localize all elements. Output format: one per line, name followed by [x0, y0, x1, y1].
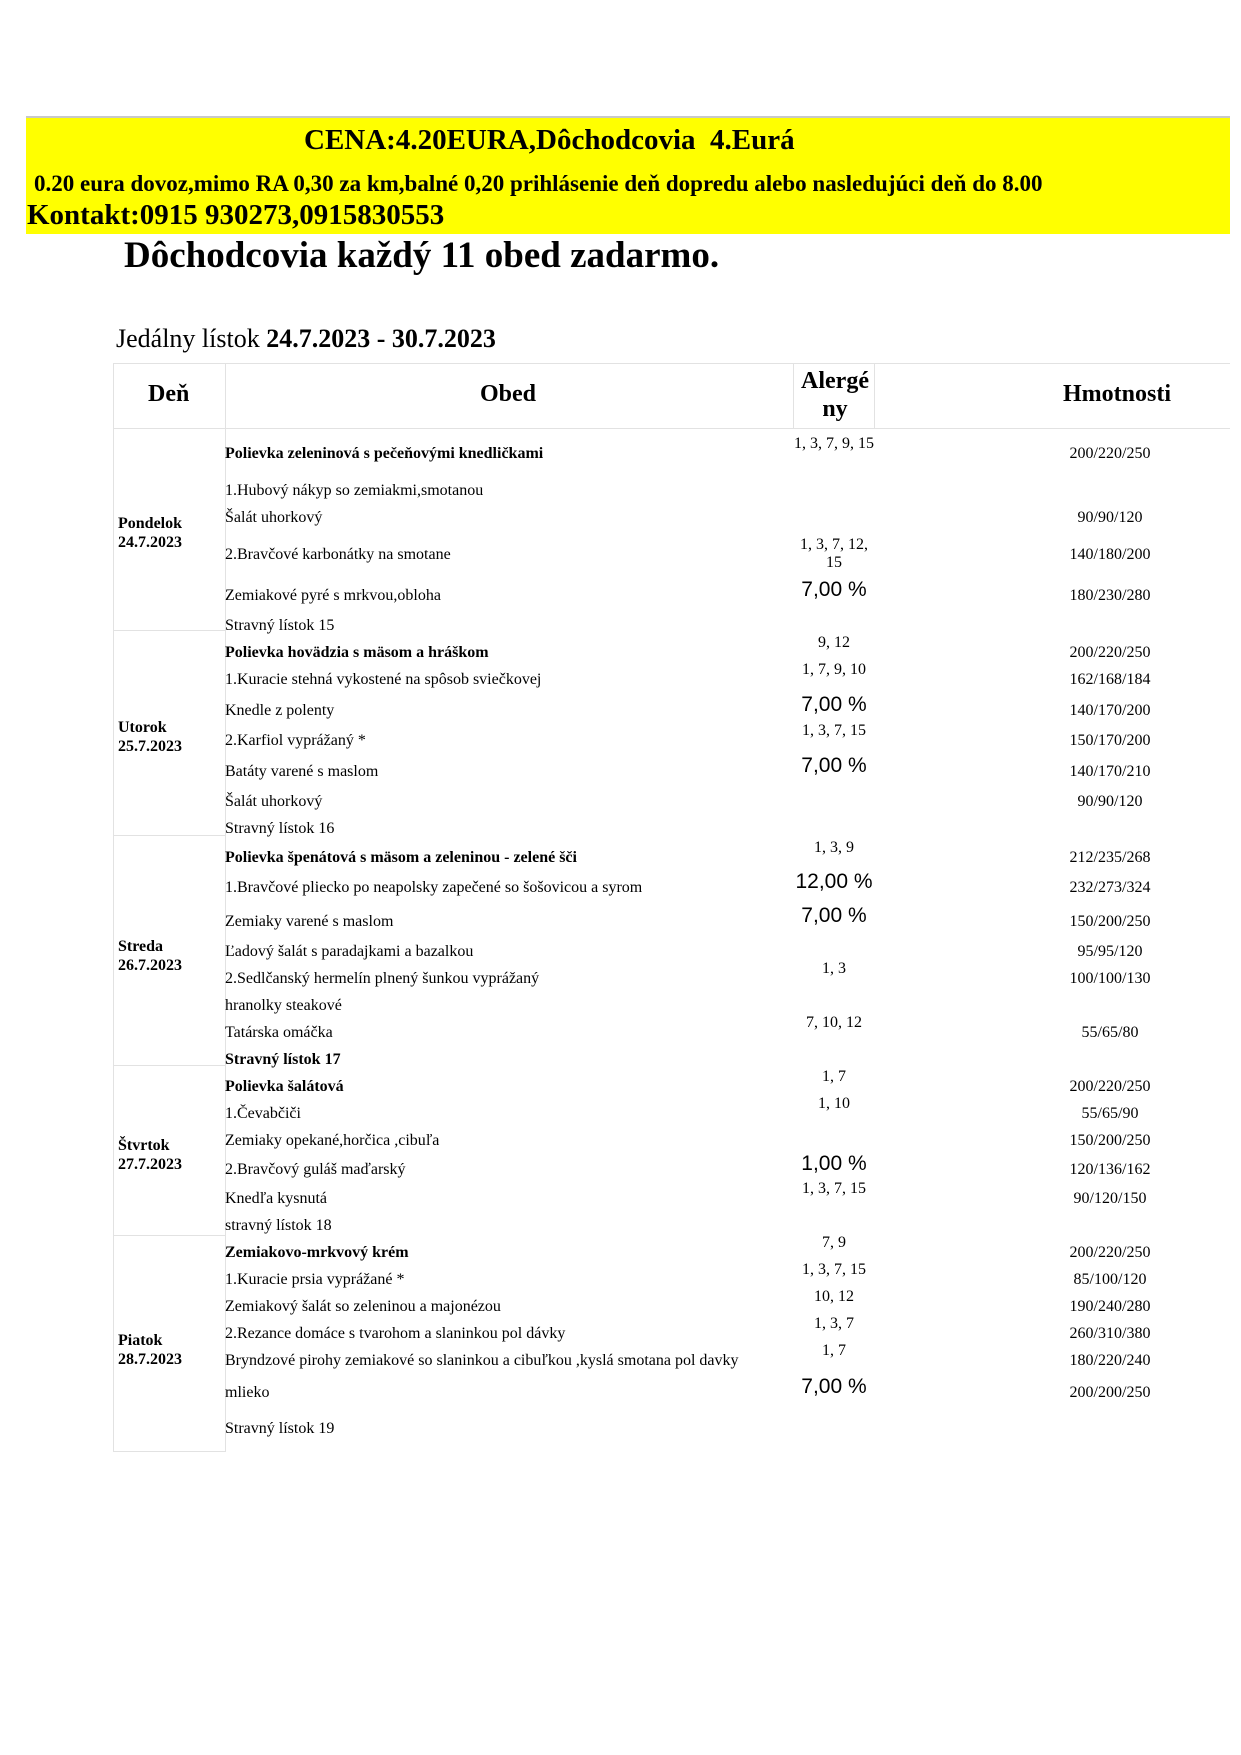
allergens-value: 7, 10, 12: [806, 1014, 862, 1031]
weight-value: 200/220/250: [1069, 1078, 1151, 1095]
allergens-value: 7, 9: [822, 1234, 846, 1251]
allergens-value: 1, 3, 7: [814, 1315, 854, 1332]
dish-name: 2.Sedlčanský hermelín plnený šunkou vyprážaný: [225, 970, 540, 987]
menu-row: [225, 1068, 1225, 1104]
allergens-value: 1, 3, 7, 15: [802, 1261, 866, 1278]
allergens-value: 1, 7: [822, 1342, 846, 1359]
menu-title: [116, 324, 496, 354]
dish-name: 2.Bravčový guláš maďarský: [225, 1161, 406, 1178]
dish-name: Knedľa kysnutá: [225, 1190, 328, 1207]
weight-value: 140/170/210: [1069, 763, 1151, 780]
weight-value: 150/200/250: [1069, 1132, 1151, 1149]
weight-value: 180/220/240: [1069, 1352, 1151, 1369]
dish-name: hranolky steakové: [225, 997, 342, 1014]
dish-name: Polievka zeleninová s pečeňovými knedličkami: [225, 445, 544, 462]
dish-name: 2.Rezance domáce s tvarohom a slaninkou pol dávky: [225, 1325, 566, 1342]
weight-value: 200/220/250: [1069, 445, 1151, 462]
menu-row: [225, 960, 1225, 996]
dish-name: 1.Kuracie prsia vyprážané *: [225, 1271, 405, 1288]
weight-value: 90/120/150: [1073, 1190, 1147, 1207]
delivery-banner: [26, 169, 1230, 234]
dish-name: 2.Karfiol vyprážaný *: [225, 732, 366, 749]
dish-name: Zemiaky opekané,horčica ,cibuľa: [225, 1132, 440, 1149]
menu-row: [225, 1375, 1225, 1410]
menu-row: [225, 1180, 1225, 1216]
menu-row: [225, 1014, 1225, 1050]
day-date: 26.7.2023: [118, 957, 182, 974]
weight-value: 200/220/250: [1069, 644, 1151, 661]
menu-row: [225, 1234, 1225, 1270]
menu-row: [225, 693, 1225, 728]
weight-value: 90/90/120: [1077, 509, 1143, 526]
menu-row: [225, 904, 1225, 939]
menu-date-range: 24.7.2023 - 30.7.2023: [266, 324, 496, 353]
dish-name: Stravný lístok 19: [225, 1420, 335, 1437]
dish-name: Zemiakovo-mrkvový krém: [225, 1244, 409, 1261]
weight-value: 55/65/80: [1081, 1024, 1139, 1041]
delivery-text: 0.20 eura dovoz,mimo RA 0,30 za km,balné 0,20 prihlásenie deň dopredu alebo nasledujúci deň do 8.00: [34, 171, 1043, 196]
weight-value: 180/230/280: [1069, 587, 1151, 604]
weight-value: 100/100/130: [1069, 970, 1151, 987]
day-date: 25.7.2023: [118, 738, 182, 755]
dish-name: Polievka hovädzia s mäsom a hráškom: [225, 644, 489, 661]
dish-name: Zemiakové pyré s mrkvou,obloha: [225, 587, 441, 604]
weight-value: 232/273/324: [1069, 879, 1151, 896]
menu-row: [225, 997, 1225, 1023]
dish-name: Stravný lístok 17: [225, 1051, 341, 1068]
allergens-value: 7,00 %: [801, 754, 867, 777]
weight-value: 162/168/184: [1069, 671, 1151, 688]
weight-value: 140/180/200: [1069, 546, 1151, 563]
weight-value: 120/136/162: [1069, 1161, 1151, 1178]
day-date: 28.7.2023: [118, 1351, 182, 1368]
dish-name: Knedle z polenty: [225, 702, 335, 719]
day-cell-streda: [113, 836, 226, 1066]
menu-row: [225, 634, 1225, 670]
allergens-value: 7,00 %: [801, 904, 867, 927]
menu-row: [225, 1051, 1225, 1077]
menu-row: [225, 820, 1225, 846]
allergens-value: 1, 3, 7, 15: [802, 722, 866, 739]
allergens-value: 7,00 %: [801, 693, 867, 716]
weight-value: 190/240/280: [1069, 1298, 1151, 1315]
menu-row: [225, 793, 1225, 819]
allergens-value: 1, 3, 7, 9, 15: [794, 435, 874, 452]
dish-name: Šalát uhorkový: [225, 793, 323, 810]
weight-value: 85/100/120: [1073, 1271, 1147, 1288]
dish-name: 1.Bravčové pliecko po neapolsky zapečené so šošovicou a syrom: [225, 879, 643, 896]
menu-row: [225, 943, 1225, 969]
menu-row: [225, 1261, 1225, 1297]
menu-row: [225, 1288, 1225, 1324]
day-date: 27.7.2023: [118, 1156, 182, 1173]
menu-row: [225, 1217, 1225, 1243]
dish-name: Tatárska omáčka: [225, 1024, 333, 1041]
day-name: Piatok: [118, 1332, 163, 1349]
allergens-value: 1, 3: [822, 960, 846, 977]
allergens-value: 1, 3, 7, 12, 15: [800, 536, 868, 571]
dish-name: Polievka špenátová s mäsom a zeleninou - zelené šči: [225, 849, 577, 866]
menu-row: [225, 1132, 1225, 1158]
price-banner: [26, 116, 1230, 171]
menu-row: [225, 870, 1225, 905]
menu-row: [225, 839, 1225, 875]
allergens-value: 10, 12: [814, 1288, 854, 1305]
contact-text: Kontakt:0915 930273,0915830553: [27, 199, 445, 231]
dish-name: Stravný lístok 16: [225, 820, 335, 837]
dish-name: Bryndzové pirohy zemiakové so slaninkou a cibuľkou ,kyslá smotana pol davky: [225, 1352, 739, 1369]
dish-name: Zemiaky varené s maslom: [225, 913, 394, 930]
menu-row: [225, 617, 1225, 643]
menu-row: [225, 661, 1225, 697]
menu-row: [225, 1315, 1225, 1351]
menu-row: [225, 1095, 1225, 1131]
menu-row: [225, 1342, 1225, 1378]
menu-row: [225, 1420, 1225, 1446]
weight-value: 55/65/90: [1081, 1105, 1139, 1122]
allergens-value: 1, 3, 7, 15: [802, 1180, 866, 1197]
header-allergens: Alergé ny: [794, 363, 875, 429]
day-name: Utorok: [118, 719, 167, 736]
weight-value: 260/310/380: [1069, 1325, 1151, 1342]
dish-name: Šalát uhorkový: [225, 509, 323, 526]
menu-row: [225, 482, 1225, 508]
dish-name: 2.Bravčové karbonátky na smotane: [225, 546, 451, 563]
weight-value: 200/220/250: [1069, 1244, 1151, 1261]
allergens-value: 7,00 %: [801, 578, 867, 601]
day-name: Štvrtok: [118, 1137, 170, 1154]
dish-name: Batáty varené s maslom: [225, 763, 379, 780]
weight-value: 200/200/250: [1069, 1384, 1151, 1401]
allergens-value: 1, 7: [822, 1068, 846, 1085]
day-cell-piatok: [113, 1236, 226, 1452]
menu-row: [225, 536, 1225, 572]
allergens-value: 1, 7, 9, 10: [802, 661, 866, 678]
weight-value: 90/90/120: [1077, 793, 1143, 810]
day-cell-štvrtok: [113, 1066, 226, 1236]
weight-value: 150/200/250: [1069, 913, 1151, 930]
allergens-value: 1,00 %: [801, 1152, 867, 1175]
allergens-value: 1, 10: [818, 1095, 850, 1112]
dish-name: mlieko: [225, 1384, 270, 1401]
day-cell-utorok: [113, 631, 226, 836]
menu-row: [225, 1152, 1225, 1187]
dish-name: 1.Hubový nákyp so zemiakmi,smotanou: [225, 482, 484, 499]
day-name: Pondelok: [118, 515, 183, 532]
dish-name: Ľadový šalát s paradajkami a bazalkou: [225, 943, 474, 960]
header-day: Deň: [113, 363, 226, 429]
weight-value: 212/235/268: [1069, 849, 1151, 866]
dish-name: stravný lístok 18: [225, 1217, 332, 1234]
menu-row: [225, 754, 1225, 789]
weight-value: 150/170/200: [1069, 732, 1151, 749]
menu-row: [225, 578, 1225, 613]
day-name: Streda: [118, 938, 164, 955]
menu-row: [225, 722, 1225, 758]
dish-name: Stravný lístok 15: [225, 617, 335, 634]
header-meal: Obed: [225, 363, 794, 429]
day-cell-pondelok: [113, 427, 226, 631]
price-text: CENA:4.20EURA,Dôchodcovia 4.Eurá: [304, 124, 795, 156]
dish-name: Polievka šalátová: [225, 1078, 344, 1095]
weight-value: 95/95/120: [1077, 943, 1143, 960]
menu-title-label: Jedálny lístok: [116, 324, 260, 353]
menu-row: [225, 435, 1225, 471]
day-date: 24.7.2023: [118, 534, 182, 551]
allergens-value: 1, 3, 9: [814, 839, 854, 856]
free-meal-note: Dôchodcovia každý 11 obed zadarmo.: [124, 235, 720, 276]
weight-value: 140/170/200: [1069, 702, 1151, 719]
dish-name: 1.Čevabčiči: [225, 1105, 301, 1122]
header-weights: Hmotnosti: [875, 363, 1230, 429]
dish-name: 1.Kuracie stehná vykostené na spôsob sviečkovej: [225, 671, 542, 688]
allergens-value: 9, 12: [818, 634, 850, 651]
allergens-value: 12,00 %: [795, 870, 873, 893]
allergens-value: 7,00 %: [801, 1375, 867, 1398]
menu-row: [225, 509, 1225, 535]
dish-name: Zemiakový šalát so zeleninou a majonézou: [225, 1298, 501, 1315]
